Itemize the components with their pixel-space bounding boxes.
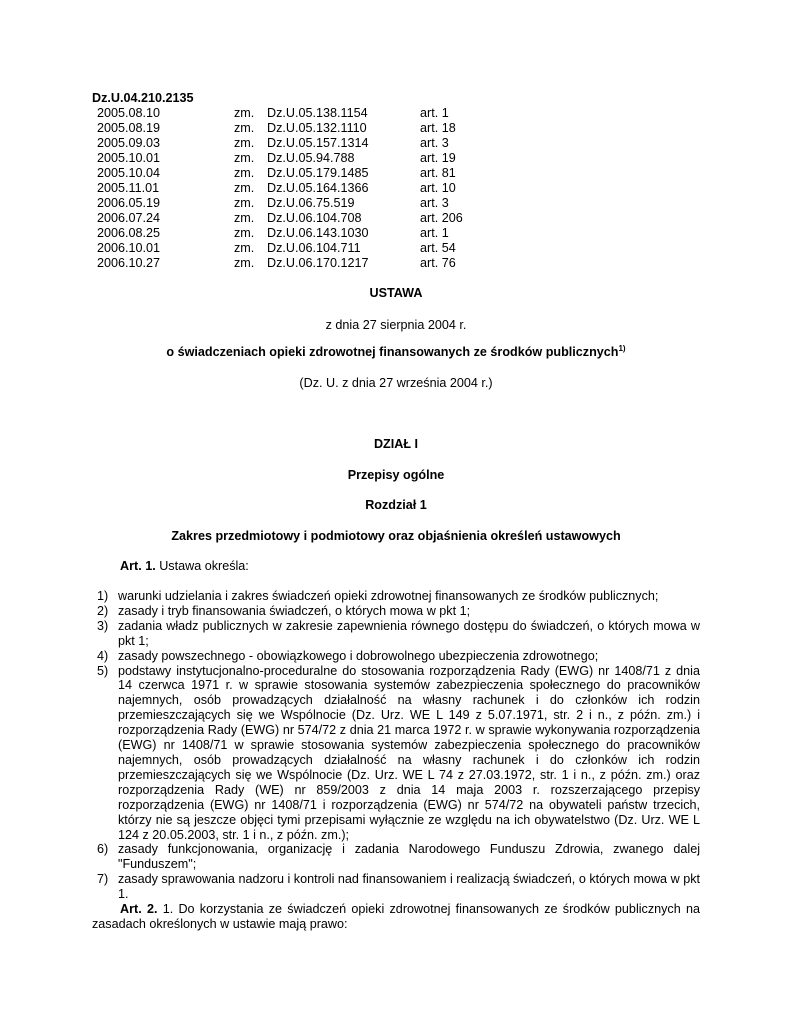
list-item-text: podstawy instytucjonalno-proceduralne do stosowania rozporządzenia Rady (EWG) nr 1408/71 z dnia 14 czerwca 1971 r. w sprawie stosowania systemów zabezpieczenia społecznego do pracowników najemnych, osób prowadzących działalność na własny rachunek i do członków ich rodzin przemieszczających się we Wspólnocie (Dz. Urz. WE L 149 z 5.07.1971, str. 2 i n., z późn. zm.) i rozporządzenia Rady (EWG) nr 574/72 z dnia 21 marca 1972 r. w sprawie wykonywania rozporządzenia (EWG) nr 1408/71 w sprawie stosowania systemów zabezpieczenia społecznego do pracowników najemnych, osób prowadzących działalność na własny rachunek i do członków ich rodzin przemieszczających się we Wspólnocie (Dz. Urz. WE L 74 z 27.03.1972, str. 1 i n., z późn. zm.) oraz rozporządzenia Rady (WE) nr 859/2003 z dnia 14 maja 2003 r. rozszerzającego przepisy rozporządzenia (EWG) nr 1408/71 i rozporządzenia (EWG) nr 574/72 na obywateli państw trzecich, którzy nie są jeszcze objęci tymi przepisami wyłącznie ze względu na ich obywatelstwo (Dz. Urz. WE L 124 z 20.05.2003, str. 1 i n., z późn. zm.); — [118, 663, 700, 842]
division-heading: DZIAŁ I — [373, 437, 419, 451]
list-item-number: 3) — [97, 618, 109, 633]
chapter-heading: Rozdział 1 — [365, 498, 427, 512]
amendments-table — [97, 106, 463, 271]
article-1-list — [97, 589, 700, 902]
list-item — [97, 604, 700, 619]
amendment-ref: Dz.U.06.170.1217 — [267, 256, 369, 270]
amendment-date: 2006.10.01 — [97, 241, 161, 255]
amendment-article: art. 54 — [420, 241, 456, 255]
list-item-text: zadania władz publicznych w zakresie zapewnienia równego dostępu do świadczeń, o których mowa w pkt 1; — [118, 618, 700, 648]
list-item-number: 5) — [97, 663, 109, 678]
amendment-row — [97, 181, 463, 196]
list-item-text: zasady funkcjonowania, organizację i zadania Narodowego Funduszu Zdrowia, zwanego dalej "Funduszem"; — [118, 842, 700, 872]
amendment-ref: Dz.U.05.179.1485 — [267, 166, 369, 180]
article-1-label: Art. 1. — [120, 559, 156, 573]
amendment-zm: zm. — [234, 166, 255, 180]
document-id: Dz.U.04.210.2135 — [92, 91, 194, 105]
amendment-ref: Dz.U.06.104.711 — [267, 241, 361, 255]
article-2-label: Art. 2. — [120, 902, 158, 916]
list-item-text: zasady powszechnego - obowiązkowego i dobrowolnego ubezpieczenia zdrowotnego; — [118, 648, 599, 663]
amendment-date: 2005.08.19 — [97, 121, 161, 135]
amendment-ref: Dz.U.05.164.1366 — [267, 181, 369, 195]
amendment-zm: zm. — [234, 256, 255, 270]
amendment-article: art. 1 — [420, 106, 449, 120]
amendment-zm: zm. — [234, 181, 255, 195]
amendment-article: art. 81 — [420, 166, 456, 180]
list-item — [97, 842, 700, 872]
amendment-row — [97, 226, 463, 241]
act-title — [92, 345, 700, 360]
amendment-date: 2005.11.01 — [97, 181, 160, 195]
amendment-date: 2005.08.10 — [97, 106, 161, 120]
amendment-ref: Dz.U.05.132.1110 — [267, 121, 367, 135]
amendment-ref: Dz.U.05.94.788 — [267, 151, 355, 165]
amendment-row — [97, 106, 463, 121]
amendment-article: art. 10 — [420, 181, 456, 195]
amendment-row — [97, 121, 463, 136]
list-item-text: warunki udzielania i zakres świadczeń opieki zdrowotnej finansowanych ze środków publicznych; — [118, 589, 659, 603]
list-item — [97, 649, 700, 664]
amendment-row — [97, 136, 463, 151]
amendment-row — [97, 151, 463, 166]
amendment-article: art. 3 — [420, 196, 449, 210]
act-title-text: o świadczeniach opieki zdrowotnej finansowanych ze środków publicznych — [166, 345, 619, 359]
amendment-row — [97, 256, 463, 271]
amendment-article: art. 76 — [420, 256, 456, 270]
amendment-date: 2006.05.19 — [97, 196, 161, 210]
amendment-row — [97, 211, 463, 226]
list-item-number: 2) — [97, 603, 109, 618]
amendment-row — [97, 166, 463, 181]
amendment-article: art. 18 — [420, 121, 456, 135]
list-item-text: zasady sprawowania nadzoru i kontroli nad finansowaniem i realizacją świadczeń, o których mowa w pkt 1. — [118, 872, 700, 902]
act-date: z dnia 27 sierpnia 2004 r. — [325, 318, 467, 332]
amendment-zm: zm. — [234, 136, 255, 150]
amendment-date: 2006.07.24 — [97, 211, 161, 225]
amendment-article: art. 206 — [420, 211, 463, 225]
amendment-zm: zm. — [234, 211, 255, 225]
list-item-number: 4) — [97, 648, 109, 663]
amendment-zm: zm. — [234, 196, 255, 210]
amendment-ref: Dz.U.05.157.1314 — [267, 136, 369, 150]
amendment-zm: zm. — [234, 226, 255, 240]
amendment-article: art. 3 — [420, 136, 449, 150]
footnote-marker: 1) — [618, 344, 626, 353]
article-1-intro — [120, 559, 249, 574]
list-item — [97, 619, 700, 649]
amendment-ref: Dz.U.05.138.1154 — [267, 106, 368, 120]
article-1-intro-text: Ustawa określa: — [155, 559, 249, 573]
list-item-number: 6) — [97, 842, 109, 857]
amendment-ref: Dz.U.06.104.708 — [267, 211, 362, 225]
division-title: Przepisy ogólne — [347, 468, 445, 482]
amendment-article: art. 19 — [420, 151, 456, 165]
amendment-zm: zm. — [234, 151, 255, 165]
chapter-title: Zakres przedmiotowy i podmiotowy oraz objaśnienia określeń ustawowych — [171, 529, 621, 543]
list-item — [97, 664, 700, 843]
list-item-number: 1) — [97, 589, 109, 603]
amendment-date: 2006.08.25 — [97, 226, 161, 240]
act-type-heading: USTAWA — [369, 286, 423, 300]
amendment-row — [97, 196, 463, 211]
list-item — [97, 589, 700, 604]
amendment-article: art. 1 — [420, 226, 449, 240]
list-item — [97, 872, 700, 902]
amendment-zm: zm. — [234, 106, 255, 120]
list-item-text: zasady i tryb finansowania świadczeń, o których mowa w pkt 1; — [118, 603, 471, 618]
amendment-date: 2005.10.04 — [97, 166, 161, 180]
amendment-ref: Dz.U.06.75.519 — [267, 196, 355, 210]
amendment-zm: zm. — [234, 121, 255, 135]
amendment-date: 2005.10.01 — [97, 151, 161, 165]
publication-note: (Dz. U. z dnia 27 września 2004 r.) — [299, 376, 493, 390]
article-2 — [92, 902, 700, 932]
amendment-ref: Dz.U.06.143.1030 — [267, 226, 369, 240]
amendment-date: 2006.10.27 — [97, 256, 161, 270]
amendment-row — [97, 241, 463, 256]
list-item-number: 7) — [97, 872, 109, 887]
amendment-date: 2005.09.03 — [97, 136, 161, 150]
article-2-text: 1. Do korzystania ze świadczeń opieki zdrowotnej finansowanych ze środków publicznych na zasadach określonych w ustawie mają prawo: — [92, 902, 700, 931]
amendment-zm: zm. — [234, 241, 255, 255]
